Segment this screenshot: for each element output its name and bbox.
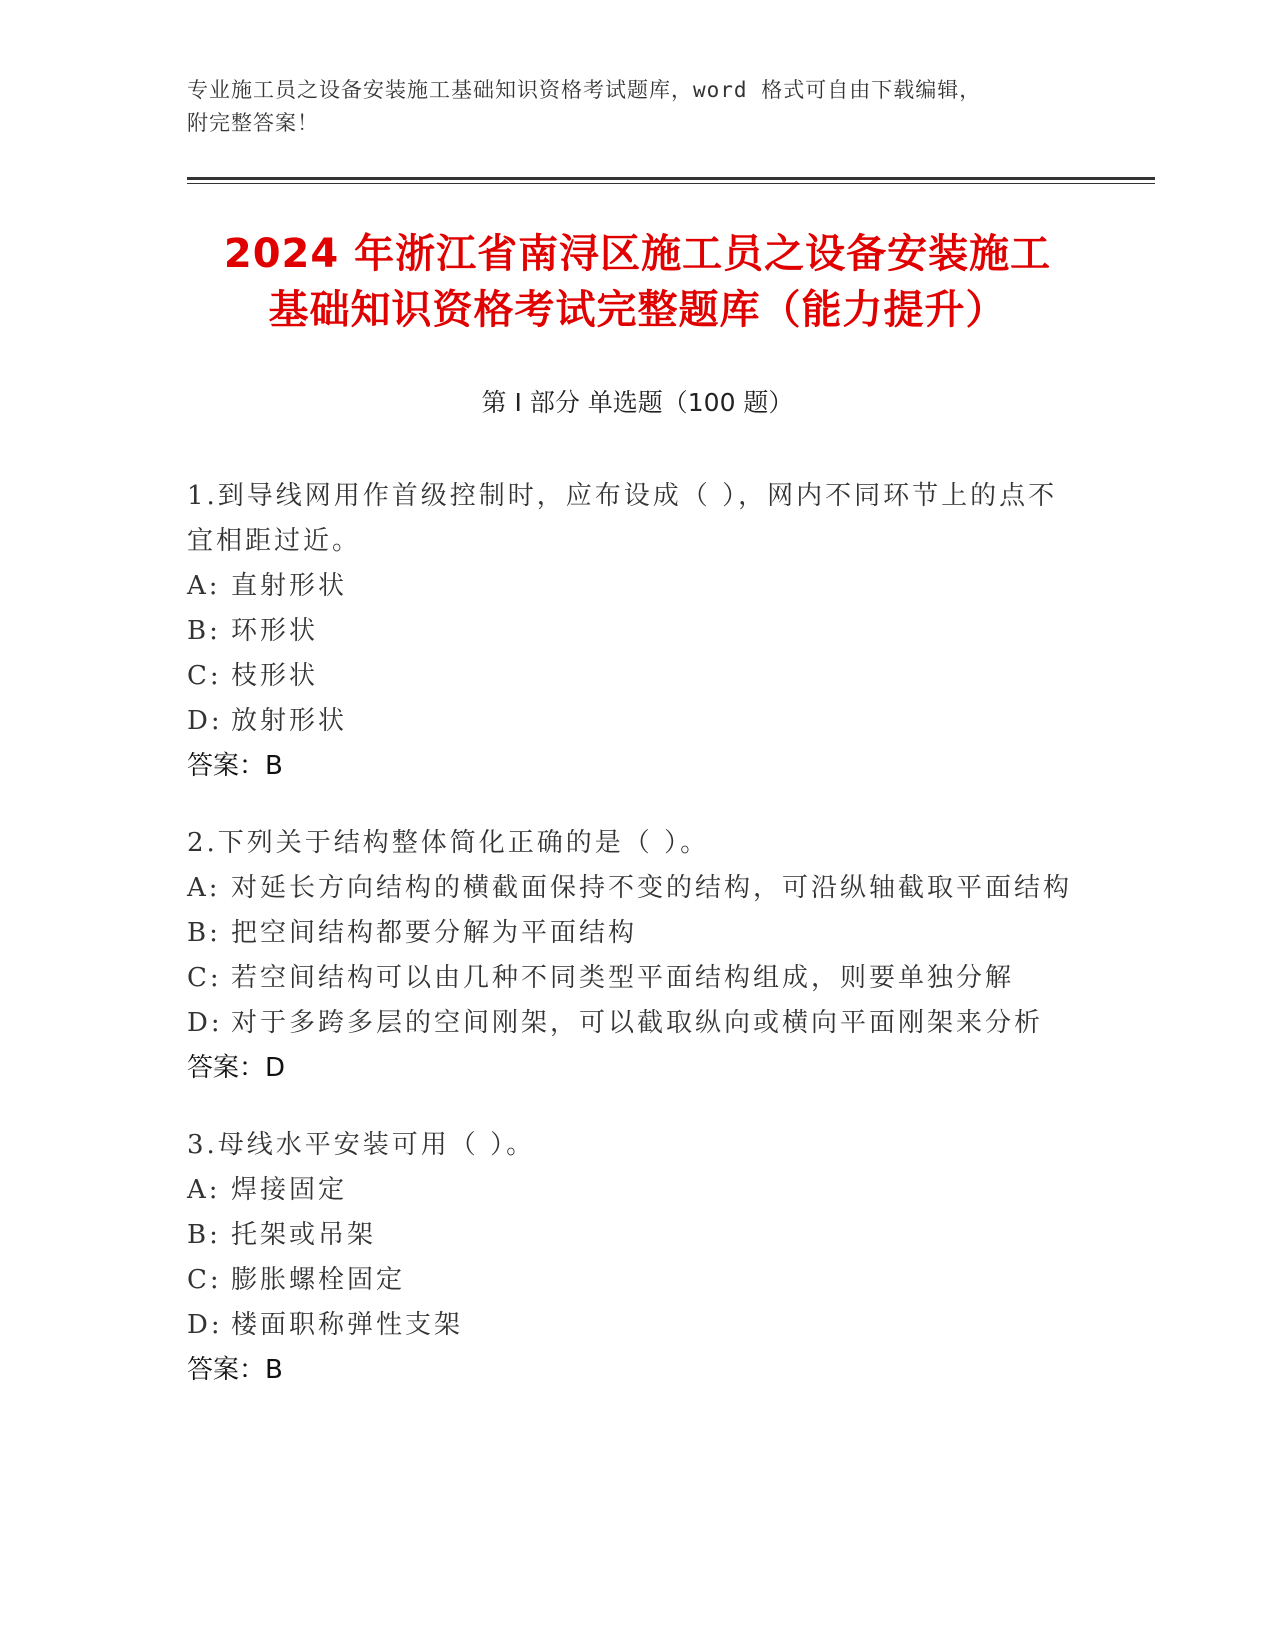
- question-stem: 2.下列关于结构整体简化正确的是（ ）。: [187, 828, 710, 858]
- header-divider-thick: [187, 177, 1155, 180]
- option-text: 对于多跨多层的空间刚架，可以截取纵向或横向平面刚架来分析: [231, 1008, 1044, 1038]
- option-d: [187, 699, 1087, 744]
- question-stem: 1.到导线网用作首级控制时，应布设成（ ），网内不同环节上的点不: [187, 481, 1058, 511]
- option-text: 膨胀螺栓固定: [231, 1265, 406, 1295]
- option-key: B:: [187, 616, 221, 646]
- document-title: [150, 226, 1125, 338]
- header-divider-thin: [187, 183, 1155, 184]
- header-note-line-2: 附完整答案！: [187, 111, 319, 135]
- option-a: [187, 1168, 1087, 1213]
- option-text: 枝形状: [231, 661, 319, 691]
- option-key: B:: [187, 1220, 221, 1250]
- option-text: 对延长方向结构的横截面保持不变的结构，可沿纵轴截取平面结构: [231, 873, 1073, 903]
- option-c: [187, 654, 1087, 699]
- answer: 答案：B: [187, 1355, 283, 1385]
- option-text: 楼面职称弹性支架: [231, 1310, 464, 1340]
- question-stem-continued: 宜相距过近。: [187, 526, 362, 556]
- option-text: 若空间结构可以由几种不同类型平面结构组成，则要单独分解: [231, 963, 1015, 993]
- option-key: A:: [187, 571, 221, 601]
- question-1: [187, 474, 1087, 789]
- option-key: D:: [187, 706, 223, 736]
- document-title-line-2: 基础知识资格考试完整题库（能力提升）: [268, 287, 1007, 333]
- option-key: C:: [187, 661, 222, 691]
- option-text: 托架或吊架: [231, 1220, 377, 1250]
- option-key: D:: [187, 1008, 223, 1038]
- option-b: [187, 609, 1087, 654]
- option-c: [187, 956, 1087, 1001]
- option-key: C:: [187, 1265, 222, 1295]
- option-text: 直射形状: [231, 571, 348, 601]
- option-a: [187, 564, 1087, 609]
- option-text: 把空间结构都要分解为平面结构: [231, 918, 638, 948]
- option-key: A:: [187, 1175, 221, 1205]
- question-3: [187, 1123, 1087, 1393]
- document-title-line-1: 2024 年浙江省南浔区施工员之设备安装施工: [223, 231, 1052, 277]
- question-2: [187, 821, 1087, 1091]
- answer: 答案：D: [187, 1053, 286, 1083]
- option-text: 放射形状: [231, 706, 348, 736]
- question-stem: 3.母线水平安装可用（ ）。: [187, 1130, 536, 1160]
- question-list: [187, 474, 1087, 1425]
- header-note: [187, 74, 1067, 140]
- option-key: A:: [187, 873, 221, 903]
- answer: 答案：B: [187, 751, 283, 781]
- option-key: B:: [187, 918, 221, 948]
- option-d: [187, 1303, 1087, 1348]
- option-key: D:: [187, 1310, 223, 1340]
- option-a: [187, 866, 1087, 911]
- option-text: 环形状: [231, 616, 319, 646]
- option-text: 焊接固定: [231, 1175, 348, 1205]
- option-key: C:: [187, 963, 222, 993]
- header-note-line-1: 专业施工员之设备安装施工基础知识资格考试题库，word 格式可自由下载编辑，: [187, 78, 982, 102]
- section-title: 第 I 部分 单选题（100 题）: [481, 388, 794, 417]
- option-c: [187, 1258, 1087, 1303]
- option-b: [187, 1213, 1087, 1258]
- option-d: [187, 1001, 1087, 1046]
- option-b: [187, 911, 1087, 956]
